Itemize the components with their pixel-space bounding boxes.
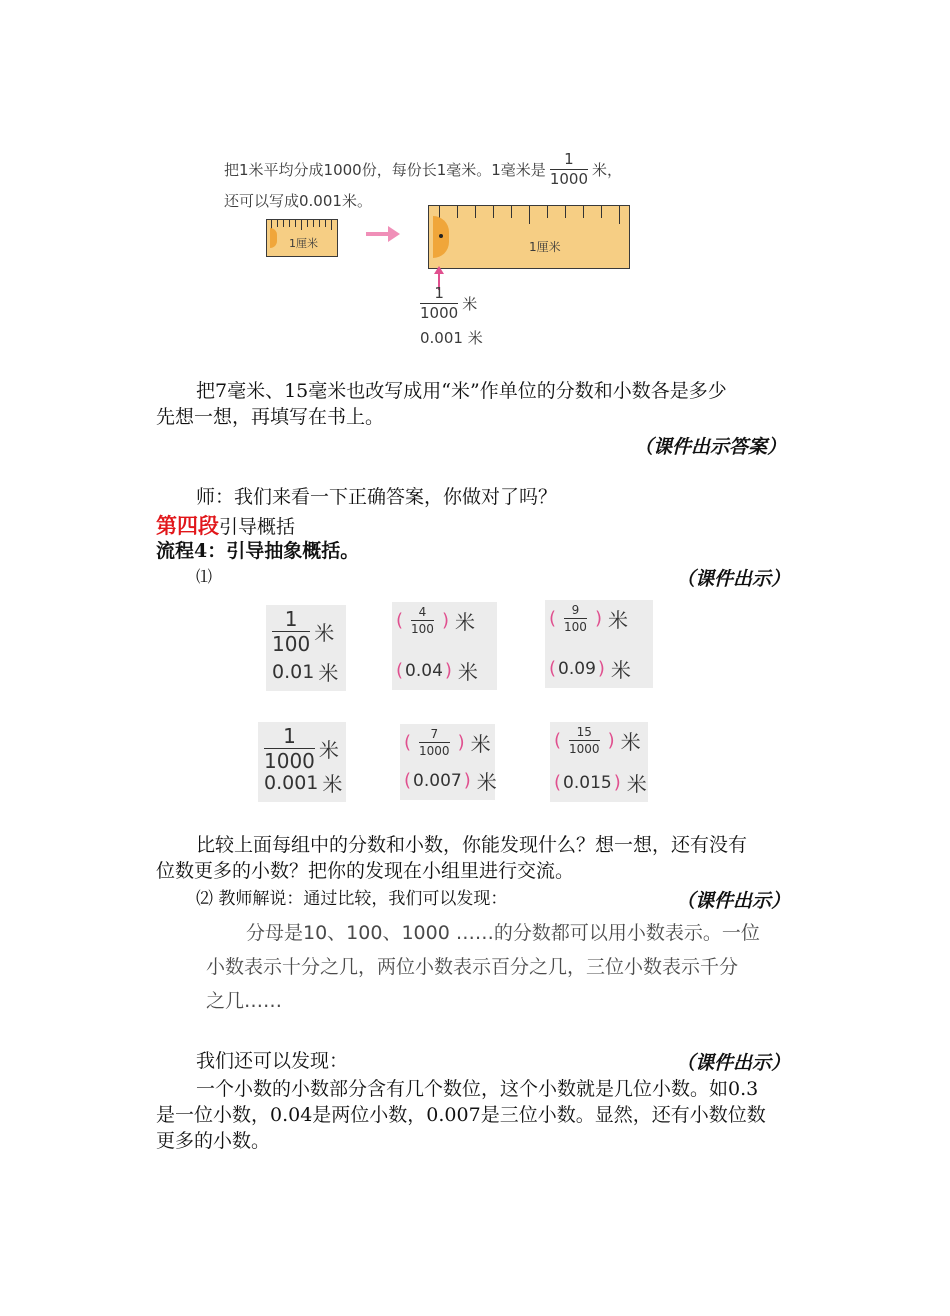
card-decimal: 0.001: [264, 771, 319, 794]
card-decimal-unit: 米: [626, 772, 647, 796]
paragraph-3-line-3: 更多的小数。: [156, 1130, 271, 1152]
fraction-card: ( $\frac{7}{1000}$ ) 米 ( 0.007 ) 米: [400, 724, 495, 800]
courseware-note-3: （课件出示）: [676, 1052, 791, 1074]
pink-arrow-icon: [366, 232, 390, 236]
pointer-decimal: 0.001 米: [420, 329, 483, 347]
section-title: 引导概括: [219, 516, 296, 538]
small-ruler-label: 1厘米: [289, 237, 318, 250]
card-decimal-unit: 米: [457, 660, 478, 684]
card-unit: 米: [470, 732, 491, 756]
paragraph-1-line-1: 把7毫米、15毫米也改写成用“米”作单位的分数和小数各是多少: [196, 380, 727, 402]
fraction-card: ( $\frac{4}{100}$ ) 米 ( 0.04 ) 米: [392, 602, 497, 690]
card-fraction: $\frac{7}{1000}$: [419, 727, 450, 758]
also-line: 我们还可以发现：: [196, 1050, 349, 1072]
card-decimal-unit: 米: [318, 661, 339, 685]
rule-line-1: 分母是10、100、1000 ……的分数都可以用小数表示。一位: [246, 922, 760, 944]
section-number: 第四段: [156, 513, 219, 538]
small-ruler-dot-icon: [270, 228, 277, 248]
pointer-fraction: $\frac{1}{1000}$ 米: [420, 284, 478, 322]
card-fraction: $\frac{9}{100}$: [564, 603, 587, 634]
fraction-card: [258, 722, 346, 802]
card-decimal-unit: 米: [322, 772, 343, 796]
item-1-label: ⑴: [196, 567, 213, 586]
paragraph-3-line-1: 一个小数的小数部分含有几个数位，这个小数就是几位小数。如0.3: [196, 1078, 759, 1100]
big-ruler-label: 1厘米: [529, 240, 561, 254]
card-unit: 米: [314, 621, 335, 645]
fraction-card: ( $\frac{15}{1000}$ ) 米 ( 0.015 ) 米: [550, 722, 648, 802]
rule-line-2: 小数表示十分之几，两位小数表示百分之几，三位小数表示千分: [206, 956, 739, 978]
card-fraction: $\frac{1}{1000}$: [264, 724, 315, 773]
paragraph-1-line-2: 先想一想，再填写在书上。: [156, 406, 385, 428]
card-decimal: 0.04: [405, 660, 443, 681]
flow-title: 流程4：引导抽象概括。: [156, 540, 360, 562]
card-decimal: 0.007: [413, 770, 462, 791]
fraction-card: ( $\frac{9}{100}$ ) 米 ( 0.09 ) 米: [545, 600, 653, 688]
card-fraction: $\frac{1}{100}$: [272, 607, 311, 656]
courseware-note-answer: （课件出示答案）: [634, 436, 787, 458]
card-decimal-unit: 米: [610, 658, 631, 682]
paragraph-3-line-2: 是一位小数，0.04是两位小数，0.007是三位小数。显然，还有小数位数: [156, 1104, 766, 1126]
figure-caption-line2: 还可以写成0.001米。: [224, 192, 372, 210]
fraction-card: [266, 605, 346, 691]
paragraph-2-line-2: 位数更多的小数？把你的发现在小组里进行交流。: [156, 860, 575, 882]
card-fraction: $\frac{4}{100}$: [411, 605, 434, 636]
figure-caption-fraction: $\frac{1}{1000}$: [549, 150, 588, 188]
teacher-line: 师：我们来看一下正确答案，你做对了吗？: [196, 486, 558, 508]
big-ruler: [428, 205, 630, 269]
card-fraction: $\frac{15}{1000}$: [569, 725, 600, 756]
card-decimal-unit: 米: [476, 770, 497, 794]
card-decimal: 0.09: [558, 658, 596, 679]
card-decimal: 0.01: [272, 660, 315, 683]
courseware-note-2: （课件出示）: [676, 890, 791, 912]
rule-line-3: 之几……: [206, 990, 283, 1012]
paragraph-2-line-1: 比较上面每组中的分数和小数，你能发现什么？想一想，还有没有: [196, 834, 748, 856]
card-unit: 米: [454, 610, 475, 634]
card-unit: 米: [607, 608, 628, 632]
card-unit: 米: [318, 738, 339, 762]
figure-caption-line1: 把1米平均分成1000份，每份长1毫米。1毫米是 $\frac{1}{1000}$ 米，: [224, 150, 623, 188]
small-ruler: [266, 219, 338, 257]
card-decimal: 0.015: [563, 772, 612, 793]
item-2-text: ⑵ 教师解说：通过比较，我们可以发现：: [196, 889, 508, 909]
courseware-note-1: （课件出示）: [676, 568, 791, 590]
section-heading: [156, 510, 295, 540]
card-unit: 米: [620, 730, 641, 754]
